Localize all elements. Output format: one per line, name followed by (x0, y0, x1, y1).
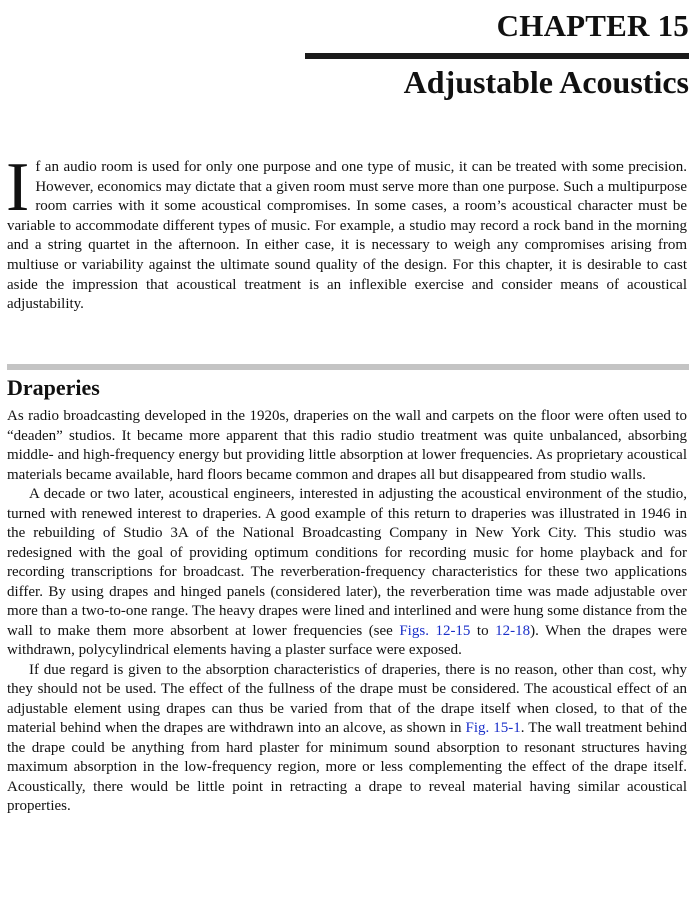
section-heading: Draperies (7, 375, 100, 400)
paragraph-2 (7, 485, 687, 661)
paragraph-2-text-a: A decade or two later, acoustical engineers, interested in adjusting the acoustical environment of the studio, turned with renewed interest to draperies. A good example of this return to draperies was illustrated in 1946 in the rebuilding of Studio 3A of the National Broadcasting Company in New York City. This studio was redesigned with the goal of providing optimum conditions for recording music for home playback and for recording transcriptions for broadcast. The reverberation-frequency characteristics for these two applications differ. By using drapes and hinged panels (considered later), the reverberation time was made adjustable over more than a two-to-one range. The heavy drapes were lined and interlined and were hung some distance from the wall to make them more absorbent at lower frequencies (see (7, 486, 687, 639)
intro-paragraph (6, 149, 687, 315)
chapter-label: CHAPTER 15 (496, 8, 689, 43)
intro-text: f an audio room is used for only one purpose and one type of music, it can be treated with some precision. However, economics may dictate that a given room must serve more than one purpose. Such a multipurpose room carries with it some acoustical compromises. In some cases, a room’s acoustical character must be variable to accommodate different types of music. For example, a studio may record a rock band in the morning and a string quartet in the afternoon. In either case, it is necessary to weigh any compromises arising from multiuse or variability against the ultimate sound quality of the design. For this chapter, it is desirable to cast aside the impression that acoustical treatment is an inflexible exercise and consider means of acoustical adjustability. (7, 159, 687, 313)
figure-link-12-18[interactable]: 12-18 (495, 622, 531, 639)
paragraph-3-text-a: If due regard is given to the absorption characteristics of draperies, there is no reason, other than cost, why they should not be used. The effect of the fullness of the drape must be considered. The acoustical effect of an adjustable element using drapes can thus be varied from that of the drape itself when closed, to that of the material behind when the drapes are withdrawn into an alcove, as shown in (7, 661, 687, 736)
chapter-title: Adjustable Acoustics (403, 64, 689, 100)
paragraph-3 (7, 661, 687, 817)
section-divider (7, 364, 689, 370)
chapter-rule (305, 53, 689, 59)
paragraph-2-to: to (470, 622, 496, 639)
figure-link-15-1[interactable]: Fig. 15-1 (465, 720, 521, 736)
section-body (7, 407, 687, 817)
figure-link-12-15[interactable]: Figs. 12-15 (399, 622, 471, 639)
drop-cap: I (6, 149, 30, 226)
paragraph-2-text-b: ). When the drapes were withdrawn, polycylindrical elements having a plaster surface were exposed. (7, 622, 688, 658)
paragraph-1: As radio broadcasting developed in the 1920s, draperies on the wall and carpets on the floor were often used to “deaden” studios. It became more apparent that this radio studio treatment was quite unbalanced, absorbing middle- and high-frequency energy but providing little absorption at lower frequencies. As proprietary acoustical materials became available, hard floors became common and drapes all but disappeared from studio walls. (7, 408, 687, 483)
paragraph-3-text-b: . The wall treatment behind the drape could be anything from hard plaster for minimum sound absorption to resonant structures having maximum absorption in the low-frequency region, more or less complementing the effect of the drape itself. Acoustically, there would be little point in retracting a drape to reveal material having similar acoustical properties. (7, 720, 688, 814)
